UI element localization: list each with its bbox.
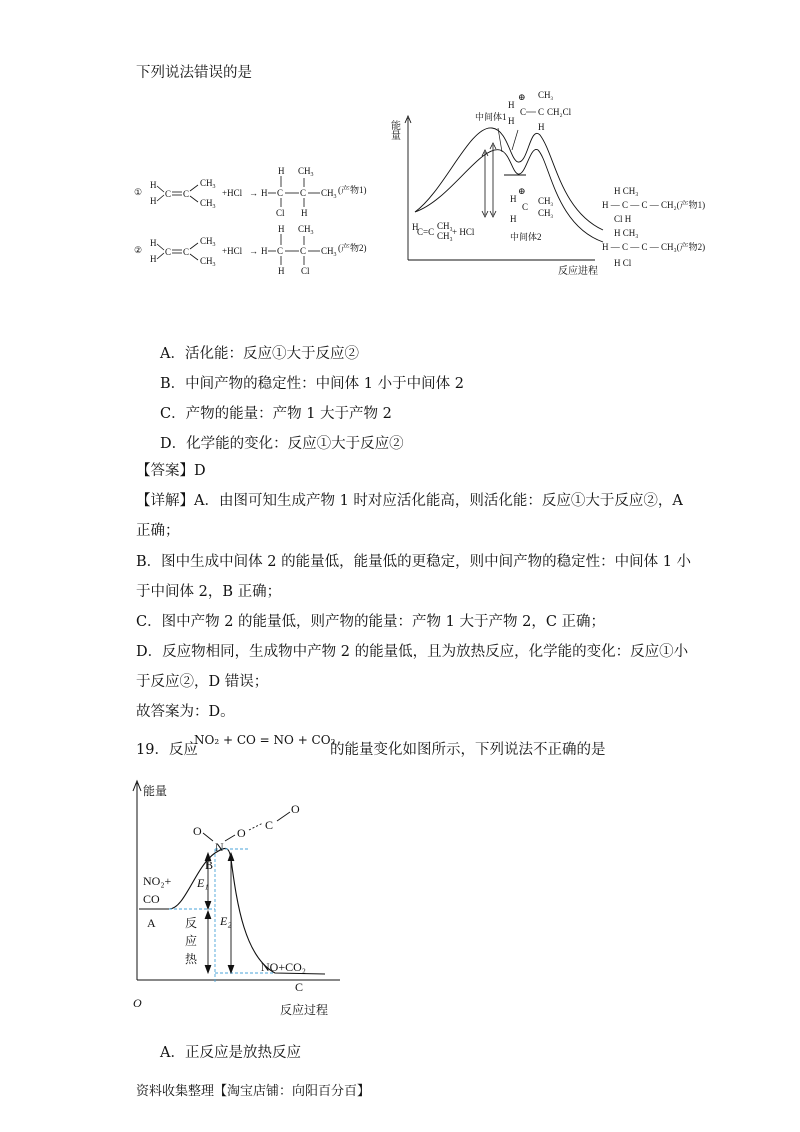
svg-text:H: H (278, 224, 285, 234)
q19-equation: NO₂ + CO = NO + CO₂ (194, 733, 336, 747)
q19-number: 19．反应 (136, 742, 198, 758)
q19-ylabel: 能量 (143, 784, 168, 798)
svg-text:CH3: $CH_3$ (538, 208, 554, 220)
q18-explain-3: B．图中生成中间体 2 的能量低，能量低的更稳定，则中间产物的稳定性：中间体 1 小 (136, 554, 692, 570)
r2-label: (产物2) (338, 243, 367, 253)
q18-ylabel: 能量 (388, 120, 400, 140)
q19-energy-diagram (125, 775, 365, 1020)
svg-text:H: H (261, 188, 268, 198)
q19-label-c: C (295, 980, 304, 994)
svg-text:C: C (183, 247, 190, 257)
q18-explain-4: 于中间体 2，B 正确； (136, 584, 282, 600)
svg-text:H Cl: H Cl (614, 258, 632, 268)
q18-inter1-label: 中间体1 (475, 112, 507, 122)
svg-text:H: H (150, 196, 157, 206)
svg-text:H: H (278, 266, 285, 276)
q19-reactant: NO₂+ (143, 874, 172, 888)
q19-heat-3: 热 (185, 952, 198, 966)
q18-explain-2: 正确； (136, 523, 180, 539)
svg-text:C: C (183, 189, 190, 199)
q19-ts-o2: O (237, 826, 246, 840)
svg-text:CH3: $CH_3$ (321, 246, 337, 258)
svg-text:C: C (165, 189, 172, 199)
q19-xlabel: 反应过程 (280, 1003, 329, 1017)
q19-ts-c: C (265, 818, 274, 832)
svg-text:H CH₃: H CH₃ (614, 228, 639, 238)
svg-text:→: → (249, 246, 258, 256)
q19-heat-1: 反 (185, 916, 198, 930)
r1-plus-hcl: +HCl (222, 188, 243, 198)
q18-inter2-label: 中间体2 (510, 232, 542, 242)
svg-text:H: H (508, 116, 515, 126)
svg-text:CH₂Cl: CH₂Cl (547, 107, 572, 117)
q18-explain-6: D．反应物相同，生成物中产物 2 的能量低，且为放热反应，化学能的变化：反应①小 (136, 644, 689, 660)
svg-text:CH3: $CH_3$ (200, 236, 216, 248)
svg-text:CH3: $CH_3$ (538, 90, 554, 102)
svg-text:C: C (522, 202, 529, 212)
q18-option-b: B．中间产物的稳定性：中间体 1 小于中间体 2 (160, 376, 464, 392)
svg-text:H: H (412, 222, 419, 232)
svg-text:H: H (538, 122, 545, 132)
svg-text:C: C (277, 246, 284, 256)
q19-e2: E₂ (220, 914, 232, 928)
svg-text:Cl H: Cl H (614, 214, 632, 224)
q18-answer: 【答案】D (136, 463, 206, 479)
svg-text:CH3: $CH_3$ (298, 166, 314, 178)
q19-option-a: A．正反应是放热反应 (160, 1045, 301, 1061)
svg-text:H: H (510, 194, 517, 204)
svg-text:CH3: $CH_3$ (538, 196, 554, 208)
svg-text:H: H (278, 166, 285, 176)
svg-text:CH3: $CH_3$ (200, 198, 216, 210)
q19-product: NO+CO₂ (261, 960, 306, 974)
svg-text:+HCl: +HCl (222, 246, 243, 256)
svg-text:C=C: C=C (417, 227, 435, 237)
q19-label-a: A (147, 916, 156, 930)
svg-text:H CH₃: H CH₃ (614, 186, 639, 196)
svg-text:CH3: $CH_3$ (298, 224, 314, 236)
svg-text:H: H (510, 214, 517, 224)
plus-icon: ⊕ (518, 92, 526, 102)
svg-text:C: C (300, 188, 307, 198)
q19-label-b: B (205, 858, 214, 872)
q18-option-a: A．活化能：反应①大于反应② (160, 346, 359, 362)
svg-text:C: C (300, 246, 307, 256)
svg-text:H: H (150, 238, 157, 248)
q19-ts-o1: O (193, 824, 202, 838)
svg-text:H: H (150, 180, 157, 190)
q18-explain-8: 故答案为：D。 (136, 704, 235, 720)
svg-text:H: H (508, 100, 515, 110)
svg-text:H: H (261, 246, 268, 256)
page-footer: 资料收集整理【淘宝店铺：向阳百分百】 (136, 1084, 371, 1099)
q19-e1: E₁ (197, 876, 209, 890)
q19-stem-tail: 的能量变化如图所示，下列说法不正确的是 (330, 742, 606, 758)
r1-arrow: → (249, 188, 258, 198)
svg-text:C: C (538, 107, 545, 117)
r1-label: (产物1) (338, 185, 367, 195)
r2-number: ② (134, 245, 143, 255)
svg-text:H — C — C — CH₂(产物1): H — C — C — CH₂(产物1) (602, 200, 706, 210)
svg-text:H: H (150, 254, 157, 264)
svg-text:C: C (165, 247, 172, 257)
svg-text:⊕: ⊕ (518, 186, 526, 196)
q18-xlabel: 反应进程 (558, 266, 598, 277)
q19-ts-o3: O (291, 802, 300, 816)
q19-energy-curve (139, 848, 325, 974)
q18-option-d: D．化学能的变化：反应①大于反应② (160, 436, 404, 452)
svg-text:C: C (520, 107, 527, 117)
r1-cl: Cl (276, 208, 285, 218)
svg-text:CH₃: CH₃ (437, 231, 453, 241)
svg-text:C: C (277, 188, 284, 198)
q18-reaction-equations (130, 160, 380, 290)
svg-text:CH₃: CH₃ (437, 221, 453, 231)
q19-origin: O (133, 996, 142, 1010)
svg-text:H: H (301, 208, 308, 218)
q18-explain-5: C．图中产物 2 的能量低，则产物的能量：产物 1 大于产物 2，C 正确； (136, 614, 606, 630)
svg-text:CH3: $CH_3$ (200, 256, 216, 268)
svg-text:CH3: $CH_3$ (200, 178, 216, 190)
q18-curve-1 (415, 128, 603, 230)
svg-text:CH3: $CH_3$ (321, 188, 337, 200)
svg-text:H — C — C — CH₃(产物2): H — C — C — CH₃(产物2) (602, 242, 706, 252)
svg-text:+ HCl: + HCl (452, 227, 475, 237)
r1-number: ① (134, 187, 143, 197)
r2-cl: Cl (301, 266, 310, 276)
q18-explain-7: 于反应②，D 错误； (136, 674, 269, 690)
q18-energy-diagram (390, 90, 710, 290)
q19-reactant-2: CO (143, 892, 160, 906)
q18-option-c: C．产物的能量：产物 1 大于产物 2 (160, 406, 392, 422)
q18-explain-1: 【详解】A．由图可知生成产物 1 时对应活化能高，则活化能：反应①大于反应②，A (136, 493, 683, 509)
q18-stem: 下列说法错误的是 (136, 65, 252, 81)
q19-heat-2: 应 (185, 934, 198, 948)
q19-ts-n: N (215, 840, 224, 854)
